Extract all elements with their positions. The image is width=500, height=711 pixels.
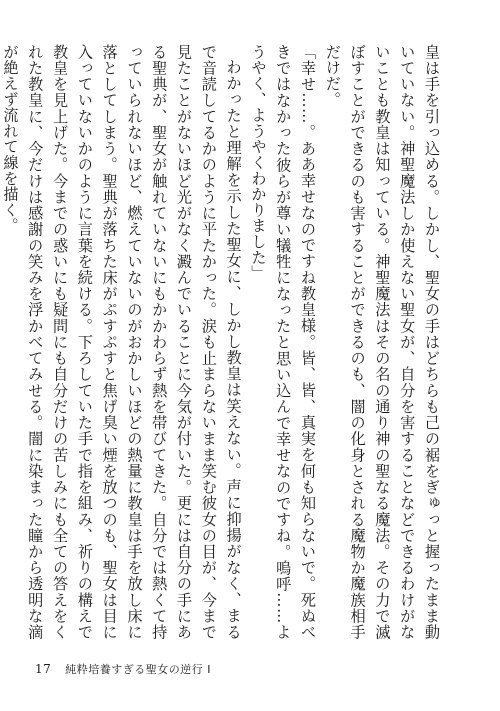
running-title: 純粋培養すぎる聖女の逆行 I <box>65 663 212 676</box>
page-number: 17 <box>35 662 52 676</box>
body-text <box>1 44 444 640</box>
paragraph-2: 「幸せ……。ああ幸せなのですね教皇様。皆、皆、真実を何も知らないで。死ぬべきではなかった彼らが尊い犠牲になったと思い込んで幸せなのですね。嗚呼……ようやく、ようやくわかりました」 <box>249 44 318 640</box>
paragraph-3: わかったと理解を示した聖女に、しかし教皇は笑えない。声に抑揚がなく、まるで音読してるかのように平たかった。涙も止まらないまま笑む彼女の目が、今まで見たことがないほど光がなく澱んでいることに今気が付いた。更には自分の手にある聖典が、聖女が触れていないにもかかわらず熱を帯びてきた。自分では熱くて持っていられないほど、燃えていないのがおかしいほどの熱量に教皇は手を放し床に落としてしまう。聖典が落ちた床がぷすぷすと焦げ臭い煙を放つのも、聖女は目に入っていないかのように言葉を続ける。下ろしていた手で指を組み、祈りの構えで教皇を見上げた。今までの惑いにも疑問にも自分だけの苦しみにも全ての答えをくれた教皇に、今だけは感謝の笑みを浮かべてみせる。闇に染まった瞳から透明な滴が絶えず流れて線を描く。 <box>1 44 243 640</box>
paragraph-1: 皇は手を引っ込める。しかし、聖女の手はどちらも己の裾をぎゅっと握ったまま動いていない。神聖魔法しか使えない聖女が、自分を害することなどできるわけがないことも教皇は知っている。神聖魔法はその名の通り神の聖なる魔法。その力で滅ぼすことができるのも害することができるのも、闇の化身とされる魔物か魔族相手だけだ。 <box>323 44 441 640</box>
page-footer <box>35 661 211 677</box>
